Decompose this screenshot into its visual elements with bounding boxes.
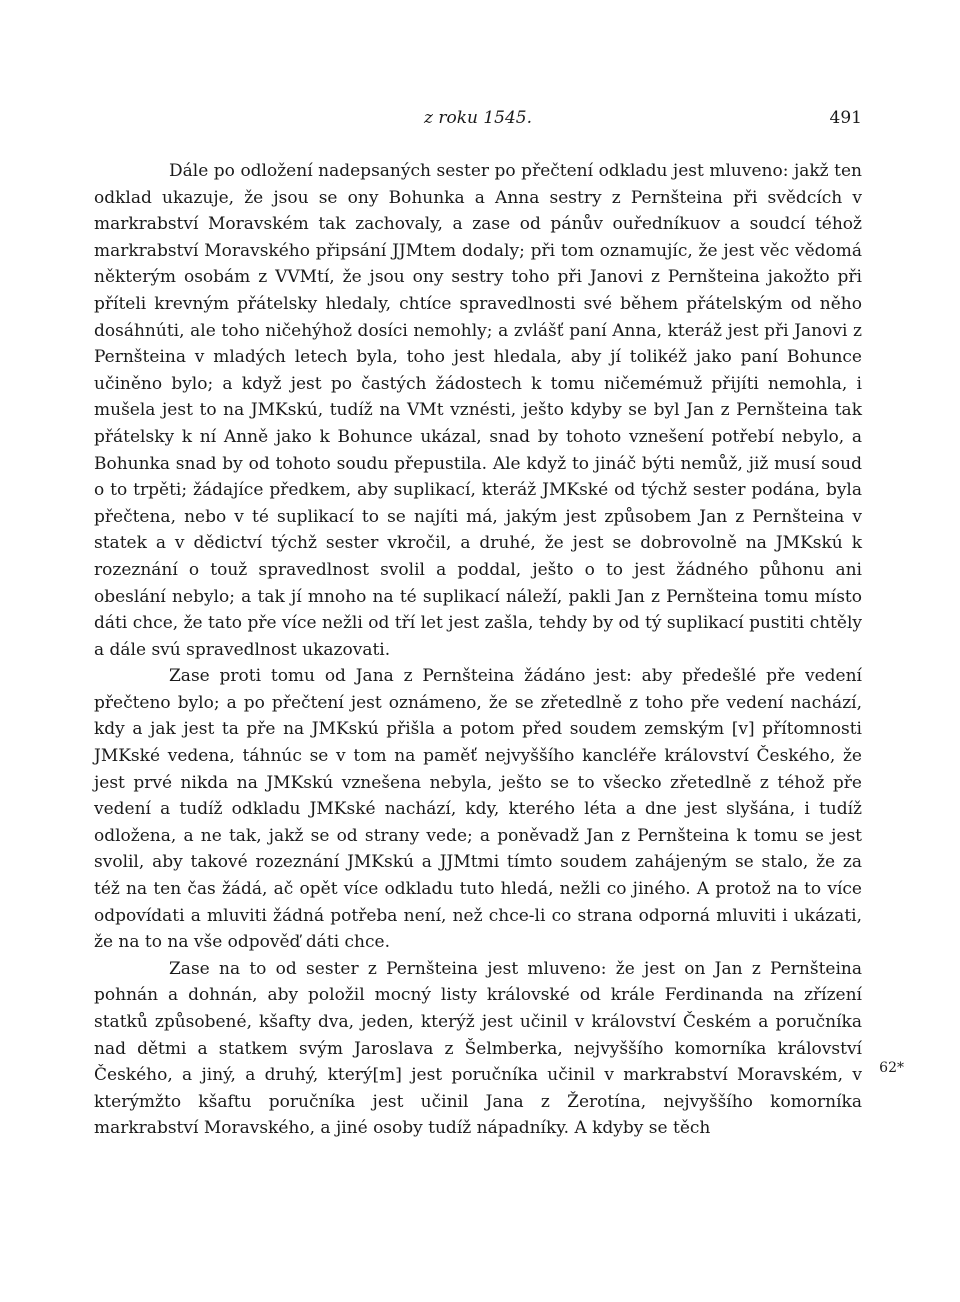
signature-mark: 62* — [879, 1060, 904, 1076]
page-header — [94, 108, 862, 138]
paragraph: Dále po odložení nadepsaných sester po přečtení odkladu jest mluveno: jakž ten odklad ukazuje, že jsou se ony Bohunka a Anna sestry z Pernšteina při svědcích v markrabství Moravském tak zachovaly, a zase od pánův ouředníkuov a soudcí téhož markrabství Moravského připsání JJMtem dodaly; při tom oznamujíc, že jest věc vědomá některým osobám z VVMtí, že jsou ony sestry toho při Janovi z Pernšteina jakožto při příteli krevným přátelsky hledaly, chtíce spravedlnosti své během přátelským od něho dosáhnúti, ale toho ničehýhož dosíci nemohly; a zvlášť paní Anna, kteráž jest při Janovi z Pernšteina v mladých letech byla, toho jest hledala, aby jí tolikéž jako paní Bohunce učiněno bylo; a když jest po častých žádostech k tomu ničemémuž přijíti nemohla, i mušela jest to na JMKskú, tudíž na VMt vznésti, ješto kdyby se byl Jan z Pernšteina tak přátelsky k ní Anně jako k Bohunce ukázal, snad by tohoto vznešení potřebí nebylo, a Bohunka snad by od tohoto soudu přepustila. Ale když to jináč býti nemůž, již musí soud o to trpěti; žádajíce předkem, aby suplikací, kteráž JMKské od týchž sester podána, byla přečtena, nebo v té suplikací to se najíti má, jakým jest způsobem Jan z Pernšteina v statek a v dědictví týchž sester vkročil, a druhé, že jest se dobrovolně na JMKskú k rozeznání o touž spravedlnost svolil a poddal, ješto o to jest žádného půhonu ani obeslání nebylo; a tak jí mnoho na té suplikací náleží, pakli Jan z Pernšteina tomu místo dáti chce, že tato pře více nežli od tří let jest zašla, tehdy by od tý suplikací pustiti chtěly a dále svú spravedlnost ukazovati. — [94, 161, 862, 660]
body-text — [94, 158, 862, 1142]
paragraph: Zase na to od sester z Pernšteina jest mluveno: že jest on Jan z Pernšteina pohnán a dohnán, aby položil mocný listy královské od krále Ferdinanda na zřízení statků způsobené, kšafty dva, jeden, kterýž jest učinil v království Českém a poručníka nad dětmi a statkem svým Jaroslava z Šelmberka, nejvyššího komorníka království Českého, a jiný, a druhý, který[m] jest poručníka učinil v markrabství Moravském, v kterýmžto kšaftu poručníka jest učinil Jana z Žerotína, nejvyššího komorníka markrabství Moravského, a jiné osoby tudíž nápadníky. A kdyby se těch — [94, 958, 862, 1139]
page-number: 491 — [829, 108, 862, 128]
running-head: z roku 1545. — [423, 108, 533, 128]
paragraph: Zase proti tomu od Jana z Pernšteina žádáno jest: aby předešlé pře vedení přečteno bylo; a po přečtení jest oznámeno, že se zřetedlně z toho pře vedení nachází, kdy a jak jest ta pře na JMKskú přišla a potom před soudem zemským [v] přítomnosti JMKské vedena, táhnúc se v tom na paměť nejvyššího kancléře království Českého, že jest prvé nikda na JMKskú vznešena nebyla, ješto se to všecko zřetedlně z téhož pře vedení a tudíž odkladu JMKské nachází, kdy, kterého léta a dne jest slyšána, i tudíž odložena, a ne tak, jakž se od strany vede; a poněvadž Jan z Pernšteina k tomu se jest svolil, aby takové rozeznání JMKskú a JJMtmi tímto soudem zahájeným se stalo, že za též na ten čas žádá, ač opět více odkladu tuto hledá, nežli co jiného. A protož na to více odpovídati a mluviti žádná potřeba není, než chce-li co strana odporná mluviti i ukázati, že na to na vše odpověď dáti chce. — [94, 666, 862, 953]
document-page — [94, 108, 862, 1142]
